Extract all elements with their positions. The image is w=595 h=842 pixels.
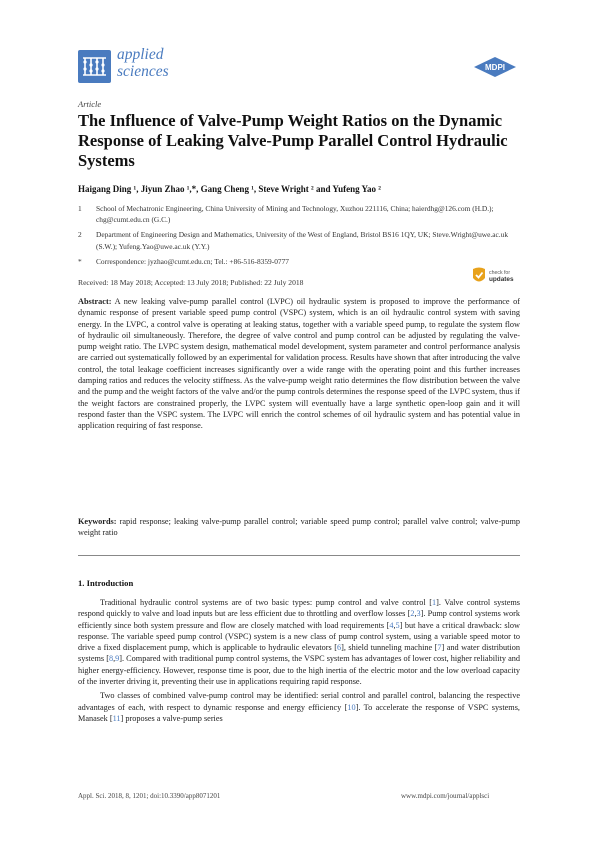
affiliation-mark: 1 (78, 204, 82, 213)
correspondence-text: Correspondence: jyzhao@cumt.edu.cn; Tel.: +86-516-8359-0777 (96, 256, 289, 266)
article-type: Article (78, 99, 102, 109)
paragraph-text: Two classes of combined valve-pump control may be identified: serial control and parallel control, balancing the respective advantages of each, with respect to dynamic response and energy efficiency [ (78, 691, 520, 712)
divider (78, 555, 520, 556)
keywords-label: Keywords: (78, 517, 117, 526)
affiliation-1 (78, 203, 526, 225)
affiliation-2 (78, 229, 526, 251)
check-for-updates-badge[interactable] (470, 266, 520, 292)
correspondence (78, 256, 526, 267)
affiliation-text: School of Mechatronic Engineering, China University of Mining and Technology, Xuzhou 221116, China; haierdhg@126.com (H.D.); chg@cumt.edu.cn (G.C.) (96, 204, 494, 225)
check-updates-icon (470, 266, 488, 288)
paragraph-text: , (113, 654, 116, 664)
citation-link[interactable]: 5 (395, 620, 400, 630)
check-updates-line2: updates (489, 275, 514, 283)
paragraph-1 (78, 597, 520, 687)
affiliation-text: Department of Engineering Design and Mathematics, University of the West of England, Bristol BS16 1QY, UK; Steve.Wright@uwe.ac.uk (S.W.); Yufeng.Yao@uwe.ac.uk (Y.Y.) (96, 230, 509, 251)
paragraph-text: ]. To accelerate the response of VSPC systems, Manasek [ (78, 702, 520, 723)
abstract (78, 296, 520, 432)
affiliation-mark: 2 (78, 230, 82, 240)
mdpi-logo-icon (471, 56, 519, 78)
journal-name-line1: applied (117, 46, 164, 63)
citation-link[interactable]: 11 (112, 713, 121, 723)
check-updates-text (489, 270, 514, 283)
body-text (78, 597, 520, 727)
citation-link[interactable]: 1 (432, 598, 437, 607)
citation-link[interactable]: 9 (115, 654, 120, 664)
paragraph-text: Traditional hydraulic control systems are of two basic types: pump control and valve control [ (100, 598, 432, 607)
citation-link[interactable]: 4 (389, 620, 394, 630)
paragraph-text: , (393, 620, 396, 630)
affiliations (78, 203, 526, 267)
publication-dates: Received: 18 May 2018; Accepted: 13 July 2018; Published: 22 July 2018 (78, 278, 304, 287)
paragraph-2 (78, 690, 520, 724)
keywords (78, 516, 520, 539)
citation-link[interactable]: 7 (437, 643, 442, 653)
paragraph-text: , (414, 609, 417, 619)
journal-name (117, 46, 169, 80)
paragraph-text: ] proposes a valve-pump series (120, 713, 223, 723)
paragraph-text: ]. Compared with traditional pump control systems, the VSPC system has advantages of lower cost, higher reliability and higher energy-efficiency. However, response time is poor, due to the high inertia of the electric motor and the low overload capacity of the inverter driving it, preventing their use in applications requiring rapid response. (78, 654, 520, 687)
footer-citation: Appl. Sci. 2018, 8, 1201; doi:10.3390/app8071201 (78, 792, 221, 800)
paragraph-text: ], shield tunneling machine [ (341, 643, 438, 653)
citation-link[interactable]: 8 (108, 654, 114, 664)
paragraph-text: ]. Pump control systems work efficiently since both system pressure and flow are closely matched with load requirements [ (78, 609, 520, 630)
paragraph-text: ]. Valve control systems respond quickly to valve and load inputs but are less efficient due to throttling and overflow losses [ (78, 598, 520, 619)
journal-logo-icon (78, 50, 111, 83)
article-title: The Influence of Valve-Pump Weight Ratios on the Dynamic Response of Leaking Valve-Pump Parallel Control Hydraulic Systems (78, 111, 508, 170)
author-list: Haigang Ding ¹, Jiyun Zhao ¹,*, Gang Cheng ¹, Steve Wright ² and Yufeng Yao ² (78, 184, 381, 194)
journal-name-line2: sciences (117, 63, 169, 80)
paragraph-text: ] and water distribution systems [ (78, 643, 520, 664)
citation-link[interactable]: 3 (416, 609, 421, 619)
abstract-label: Abstract: (78, 297, 112, 306)
section-title: 1. Introduction (78, 578, 134, 588)
affiliation-mark: * (78, 256, 82, 266)
abstract-text: A new leaking valve-pump parallel control (LVPC) oil hydraulic system is proposed to improve the performance of dynamic response of present variable speed pump control (VSPC) system, which is an oil hydraulic control system with saving energy. In the LVPC, a control valve is operating at leaking status, together with a variable speed pump, to regulate the system flow of hydraulic oil simultaneously. Therefore, the degree of valve control and pump control can be adjusted by regulating the valve-pump weight ratio. The LVPC system design, mathematical model development, system parameter and control performance analysis are carried out systematically followed by an experimental for validation process. Results have shown that after introducing the valve control, the total leakage coefficient increases significantly over a wide range with the operating point and this further increases damping ratios and reduces the velocity stiffness. As the valve-pump weight ratio determines the flow distribution between the valve and the pump and the weight factors of the valve and/or the pump controls determines the response speed of the LVPC system, thus if the weight factors are constrained properly, the LVPC system will eventually have a large synthetic open-loop gain and it will respond faster than the VSPC system. The LVPC will enrich the control schemes of oil hydraulic system and has potential value in application requiring of fast response. (78, 297, 520, 431)
keywords-text: rapid response; leaking valve-pump parallel control; variable speed pump control; parallel valve control; valve-pump weight ratio (78, 517, 520, 538)
paragraph-text: ] but have a critical drawback: slow response. The variable speed pump control (VSPC) system is a new class of pump control system, using a variable speed motor to drive a fixed displacement pump, which is applicable to hydraulic elevators [ (78, 620, 520, 653)
footer-url[interactable]: www.mdpi.com/journal/applsci (401, 792, 490, 800)
citation-link[interactable]: 10 (347, 702, 356, 712)
citation-link[interactable]: 6 (336, 643, 342, 653)
check-updates-line1: check for (489, 270, 511, 276)
citation-link[interactable]: 2 (410, 609, 415, 619)
publisher-name: MDPI (485, 63, 505, 72)
